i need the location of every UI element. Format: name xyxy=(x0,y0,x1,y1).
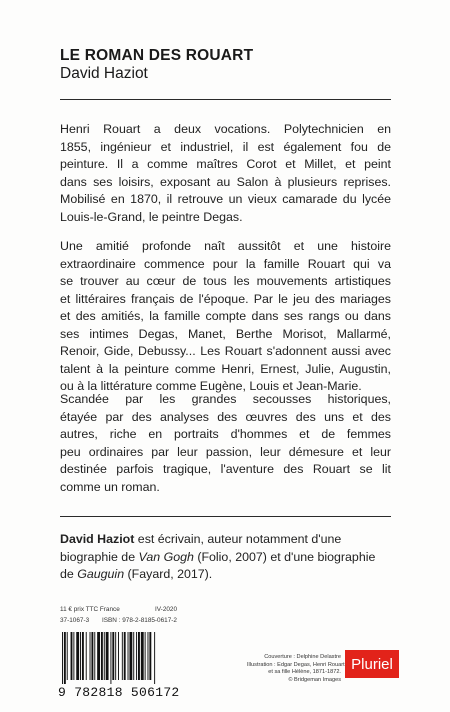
blurb-paragraph-1-line: Henri Rouart a deux vocations. Polytechnicien en xyxy=(60,122,391,136)
book-title: LE ROMAN DES ROUART xyxy=(60,47,254,64)
barcode-bar xyxy=(133,632,134,680)
blurb-paragraph-2-line: ses intimes Degas, Manet, Berthe Morisot, Mallarmé, xyxy=(60,326,391,341)
barcode-bar xyxy=(145,632,146,680)
blurb-paragraph-3-line: étayée par des analyses des œuvres des uns et des xyxy=(60,409,391,424)
barcode-bar xyxy=(122,632,123,680)
barcode-bar xyxy=(71,632,73,680)
barcode-bar xyxy=(106,632,109,680)
blurb-paragraph-3-line: comme un roman. xyxy=(60,479,160,494)
barcode-bar xyxy=(80,632,81,680)
blurb-paragraph-2-line: et littéraires français de l'époque. Par le jeu des mariages xyxy=(60,291,391,306)
barcode-bar xyxy=(86,632,87,680)
bio-author-name: David Haziot xyxy=(60,532,135,546)
barcode-bar xyxy=(90,632,91,680)
blurb-paragraph-3 xyxy=(60,391,391,496)
barcode-bar xyxy=(97,632,100,680)
credit-illustration-2: et sa fille Hélène, 1871-1872. xyxy=(268,669,341,676)
barcode-bar xyxy=(141,632,144,680)
barcode-number: 9 782818 506172 xyxy=(58,685,180,700)
barcode-bar xyxy=(94,632,95,680)
credit-cover: Couverture : Delphine Delastre xyxy=(264,654,341,660)
blurb-paragraph-2-line: se trouver au cœur de tous les mouvements artistiques xyxy=(60,274,391,288)
barcode xyxy=(60,632,188,684)
top-divider xyxy=(60,99,391,100)
barcode-bar xyxy=(148,632,149,680)
barcode-bar xyxy=(112,632,114,680)
blurb-paragraph-1-line: dans ses loisirs, exposant au Salon à plusieurs reprises. xyxy=(60,174,391,189)
barcode-bar xyxy=(138,632,140,680)
blurb-paragraph-1-line: peinture. Il a comme maîtres Corot et Millet, et peint xyxy=(60,157,391,171)
barcode-bar xyxy=(154,632,155,684)
bio-work-gauguin: Gauguin xyxy=(77,567,125,581)
blurb-paragraph-2-line: Une amitié profonde naît aussitôt et une histoire xyxy=(60,239,391,253)
barcode-bar xyxy=(82,632,84,680)
barcode-bar xyxy=(124,632,126,680)
barcode-bar xyxy=(91,632,93,680)
blurb-paragraph-1 xyxy=(60,121,391,226)
blurb-paragraph-1-line: 1855, ingénieur et industriel, il est également fou de xyxy=(60,139,391,154)
blurb-paragraph-3-line: peu ordinaires par leur passion, leur démesure et leur xyxy=(60,444,391,459)
blurb-paragraph-2-line: Renoir, Gide, Debussy... Les Rouart s'adonnent aussi avec xyxy=(60,344,391,358)
blurb-paragraph-1-line: Mobilisé en 1870, il retrouve un vieux camarade du lycée xyxy=(60,192,391,206)
barcode-bar xyxy=(73,632,74,680)
blurb-paragraph-3-line: Scandée par les grandes secousses historiques, xyxy=(60,392,391,406)
barcode-bar xyxy=(118,632,119,680)
barcode-bar xyxy=(76,632,79,680)
barcode-bar xyxy=(101,632,103,680)
barcode-bar xyxy=(136,632,137,680)
book-author: David Haziot xyxy=(60,65,148,82)
barcode-bar xyxy=(110,632,111,684)
print-date: IV-2020 xyxy=(155,606,178,613)
barcode-bar xyxy=(67,632,68,680)
reference-number: 37-1067-3 xyxy=(60,617,90,624)
credit-copyright: © Bridgeman Images xyxy=(288,676,341,683)
publisher-logo: Pluriel xyxy=(345,650,399,678)
bio-divider xyxy=(60,516,391,517)
author-bio: David Haziot est écrivain, auteur notamment d'une biographie de Van Gogh (Folio, 2007) et d'une biographie de Gauguin (Fayard, 2017). xyxy=(60,532,376,581)
blurb-paragraph-3-line: destinée parfois tragique, l'aventure des Rouart se lit xyxy=(60,462,391,476)
barcode-bar xyxy=(129,632,132,680)
blurb-paragraph-2-line: extraordinaire commence pour la famille Rouart qui va xyxy=(60,256,391,271)
blurb-paragraph-1-line: Louis-le-Grand, le peintre Degas. xyxy=(60,209,243,224)
price-label: 11 € prix TTC France xyxy=(60,606,120,613)
barcode-bar xyxy=(128,632,129,680)
blurb-paragraph-2-line: et des amitiés, la famille compte dans ses rangs ou dans xyxy=(60,309,391,323)
blurb-paragraph-2-line: ou à la littérature comme Eugène, Louis et Jean-Marie. xyxy=(60,379,362,393)
barcode-bar xyxy=(64,632,66,684)
isbn-label: ISBN : 978-2-8185-0617-2 xyxy=(102,617,177,624)
cover-credits xyxy=(247,654,345,684)
blurb-paragraph-2 xyxy=(60,238,391,396)
barcode-bar xyxy=(115,632,116,680)
barcode-bar xyxy=(149,632,151,680)
barcode-bar xyxy=(62,632,63,684)
blurb-paragraph-2-line: talent à la peinture comme Henri, Ernest, Julie, Augustin, xyxy=(60,361,391,376)
barcode-bar xyxy=(104,632,105,680)
blurb-paragraph-3-line: autres, riche en portraits d'hommes et de femmes xyxy=(60,427,391,441)
credit-illustration-1: Illustration : Edgar Degas, Henri Rouart xyxy=(247,661,345,668)
bio-work-van-gogh: Van Gogh xyxy=(138,549,194,564)
